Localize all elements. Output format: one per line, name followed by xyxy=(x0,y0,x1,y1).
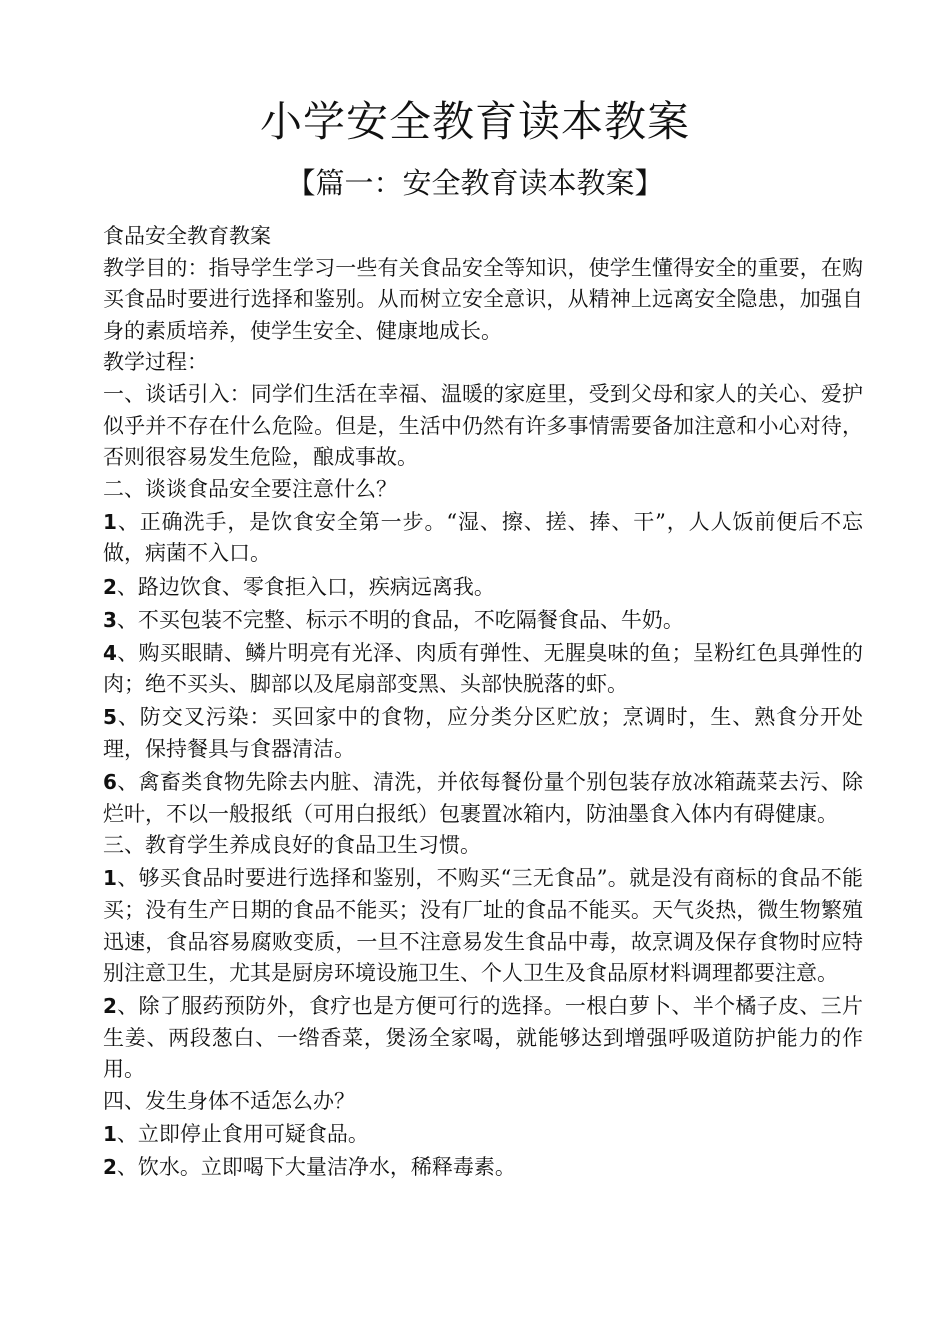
item-number: 2 xyxy=(103,574,117,599)
paragraph xyxy=(103,1086,863,1118)
paragraph xyxy=(103,474,863,506)
item-text: 、防交叉污染：买回家中的食物，应分类分区贮放；烹调时，生、熟食分开处理，保持餐具与食器清洁。 xyxy=(103,705,863,761)
list-item xyxy=(103,991,863,1086)
paragraph-text: 四、发生身体不适怎么办？ xyxy=(103,1089,355,1114)
paragraph xyxy=(103,253,863,348)
paragraph xyxy=(103,221,863,253)
item-number: 2 xyxy=(103,994,117,1019)
item-number: 2 xyxy=(103,1155,117,1180)
item-text: 、不买包装不完整、标示不明的食品，不吃隔餐食品、牛奶。 xyxy=(116,607,684,632)
list-item xyxy=(103,702,863,765)
paragraph-text: 三、教育学生养成良好的食品卫生习惯。 xyxy=(103,833,481,858)
item-text: 、够买食品时要进行选择和鉴别，不购买“三无食品”。就是没有商标的食品不能买；没有生产日期的食品不能买；没有厂址的食品不能买。天气炎热，微生物繁殖迅速，食品容易腐败变质，一旦不注意易发生食品中毒，故烹调及保存食物时应特别注意卫生，尤其是厨房环境设施卫生、个人卫生及食品原材料调理都要注意。 xyxy=(103,866,863,986)
item-number: 5 xyxy=(103,705,117,730)
paragraph-text: 二、谈谈食品安全要注意什么？ xyxy=(103,476,397,501)
list-item xyxy=(103,1119,863,1151)
item-number: 3 xyxy=(103,607,117,632)
item-text: 、正确洗手，是饮食安全第一步。“湿、擦、搓、捧、干”，人人饭前便后不忘做，病菌不入口。 xyxy=(103,509,863,566)
item-number: 1 xyxy=(103,1122,117,1147)
item-number: 1 xyxy=(103,866,117,891)
item-text: 、购买眼睛、鳞片明亮有光泽、肉质有弹性、无腥臭味的鱼；呈粉红色具弹性的肉；绝不买头、脚部以及尾扇部变黑、头部快脱落的虾。 xyxy=(103,640,863,697)
item-text: 、路边饮食、零食拒入口，疾病远离我。 xyxy=(116,574,495,599)
list-item xyxy=(103,1152,863,1184)
item-number: 6 xyxy=(103,770,117,795)
list-item xyxy=(103,572,863,604)
document-title: 小学安全教育读本教案 xyxy=(259,97,690,146)
list-item xyxy=(103,605,863,637)
document-body xyxy=(103,221,863,1184)
item-text: 、除了服药预防外，食疗也是方便可行的选择。一根白萝卜、半个橘子皮、三片生姜、两段葱白、一绺香菜，煲汤全家喝，就能够达到增强呼吸道防护能力的作用。 xyxy=(103,994,863,1082)
list-item xyxy=(103,863,863,989)
paragraph xyxy=(103,830,863,862)
paragraph xyxy=(103,379,863,474)
item-number: 4 xyxy=(103,640,117,665)
document-subtitle: 【篇一：安全教育读本教案】 xyxy=(286,166,664,200)
paragraph xyxy=(103,347,863,379)
paragraph-text: 一、谈话引入：同学们生活在幸福、温暖的家庭里，受到父母和家人的关心、爱护似乎并不存在什么危险。但是，生活中仍然有许多事情需要备加注意和小心对待，否则很容易发生危险，酿成事故。 xyxy=(103,381,863,470)
item-text: 、立即停止食用可疑食品。 xyxy=(116,1122,369,1147)
paragraph-text: 教学过程： xyxy=(103,350,208,375)
list-item xyxy=(103,638,863,701)
list-item xyxy=(103,767,863,830)
paragraph-text: 食品安全教育教案 xyxy=(103,224,271,248)
item-text: 、禽畜类食物先除去内脏、清洗，并依每餐份量个别包装存放冰箱蔬菜去污、除烂叶，不以一般报纸（可用白报纸）包裹置冰箱内，防油墨食入体内有碍健康。 xyxy=(103,770,863,826)
list-item xyxy=(103,507,863,570)
item-number: 1 xyxy=(103,509,117,534)
paragraph-text: 教学目的：指导学生学习一些有关食品安全等知识，使学生懂得安全的重要，在购买食品时要进行选择和鉴别。从而树立安全意识，从精神上远离安全隐患，加强自身的素质培养，使学生安全、健康地成长。 xyxy=(103,255,863,343)
item-text: 、饮水。立即喝下大量洁净水，稀释毒素。 xyxy=(116,1155,516,1180)
